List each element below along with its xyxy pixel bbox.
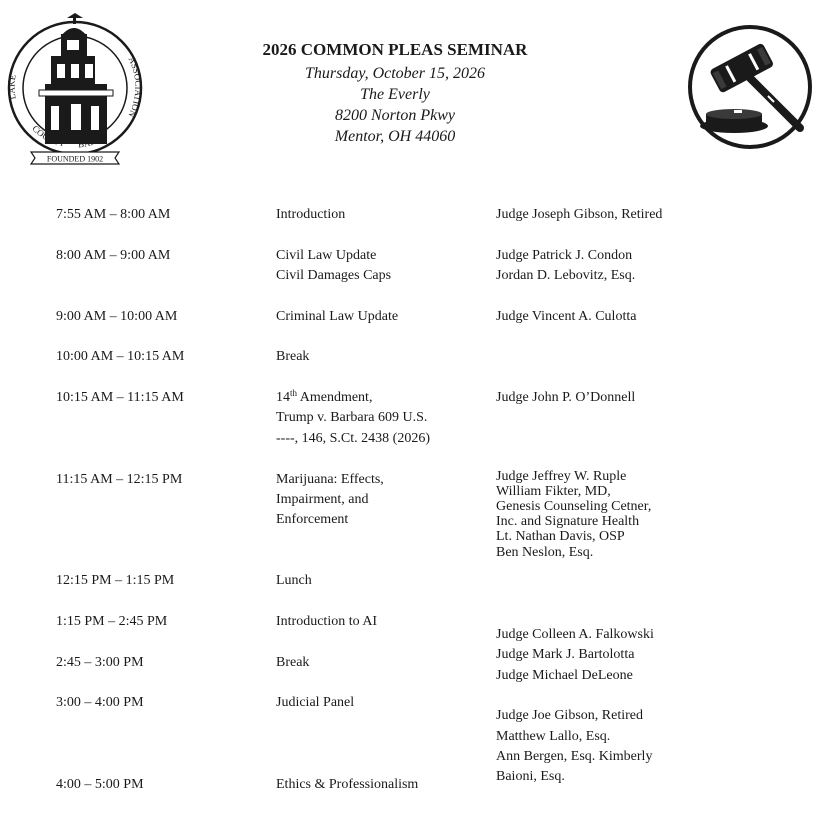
svg-text:LAKE: LAKE	[6, 73, 18, 101]
session-speaker: Inc. and Signature Health	[496, 514, 640, 529]
session-topic: Break	[276, 655, 310, 670]
session-topic: Introduction	[276, 207, 346, 222]
session-speaker: Ann Bergen, Esq. Kimberly	[496, 749, 653, 764]
time-slot: 12:15 PM – 1:15 PM	[56, 573, 175, 588]
session-speaker: Judge Joseph Gibson, Retired	[496, 207, 663, 222]
session-topic: Impairment, and	[276, 492, 369, 507]
session-speaker: Genesis Counseling Cetner,	[496, 499, 652, 514]
session-speaker: Baioni, Esq.	[496, 769, 565, 784]
time-slot: 1:15 PM – 2:45 PM	[56, 614, 168, 629]
session-speaker: Ben Neslon, Esq.	[496, 545, 594, 560]
time-slot: 10:15 AM – 11:15 AM	[56, 390, 184, 405]
session-topic: Lunch	[276, 573, 312, 588]
seminar-city-address: Mentor, OH 44060	[334, 128, 456, 145]
session-topic: ----, 146, S.Ct. 2438 (2026)	[276, 431, 430, 446]
seminar-street-address: 8200 Norton Pkwy	[335, 107, 455, 124]
time-slot: 11:15 AM – 12:15 PM	[56, 472, 183, 487]
session-topic: 14th Amendment,	[276, 388, 373, 405]
session-topic: Break	[276, 349, 310, 364]
time-slot: 8:00 AM – 9:00 AM	[56, 248, 171, 263]
session-speaker: Matthew Lallo, Esq.	[496, 729, 611, 744]
session-speaker: Judge Joe Gibson, Retired	[496, 708, 643, 723]
session-topic: Ethics & Professionalism	[276, 777, 419, 792]
time-slot: 10:00 AM – 10:15 AM	[56, 349, 185, 364]
session-topic: Civil Law Update	[276, 248, 377, 263]
session-speaker: Judge Colleen A. Falkowski	[496, 627, 654, 642]
session-topic: Marijuana: Effects,	[276, 472, 384, 487]
svg-text:ASSOCIATION: ASSOCIATION	[126, 55, 144, 119]
session-speaker: Jordan D. Lebovitz, Esq.	[496, 268, 636, 283]
gavel-icon	[684, 24, 816, 150]
session-topic: Introduction to AI	[276, 614, 378, 629]
session-topic: Civil Damages Caps	[276, 268, 392, 283]
session-topic: Judicial Panel	[276, 695, 355, 710]
session-speaker: Judge John P. O’Donnell	[496, 390, 636, 405]
svg-text:BAR: BAR	[77, 135, 98, 150]
session-topic: Criminal Law Update	[276, 309, 399, 324]
seminar-title: 2026 COMMON PLEAS SEMINAR	[262, 40, 528, 59]
time-slot: 9:00 AM – 10:00 AM	[56, 309, 178, 324]
bar-association-seal-logo	[5, 8, 145, 170]
svg-text:COUNTY: COUNTY	[30, 123, 67, 149]
time-slot: 2:45 – 3:00 PM	[56, 655, 144, 670]
session-speaker: Lt. Nathan Davis, OSP	[496, 529, 625, 544]
time-slot: 3:00 – 4:00 PM	[56, 695, 144, 710]
session-speaker: Judge Vincent A. Culotta	[496, 309, 637, 324]
session-topic: Trump v. Barbara 609 U.S.	[276, 410, 428, 425]
session-speaker: Judge Michael DeLeone	[496, 668, 633, 683]
seminar-venue: The Everly	[360, 86, 430, 103]
seminar-date: Thursday, October 15, 2026	[305, 65, 485, 82]
session-speaker: Judge Mark J. Bartolotta	[496, 647, 635, 662]
session-speaker: Judge Patrick J. Condon	[496, 248, 633, 263]
session-speaker: William Fikter, MD,	[496, 484, 611, 499]
time-slot: 4:00 – 5:00 PM	[56, 777, 144, 792]
time-slot: 7:55 AM – 8:00 AM	[56, 207, 171, 222]
session-speaker: Judge Jeffrey W. Ruple	[496, 469, 627, 484]
svg-text:FOUNDED 1902: FOUNDED 1902	[46, 154, 104, 164]
session-topic: Enforcement	[276, 512, 349, 527]
